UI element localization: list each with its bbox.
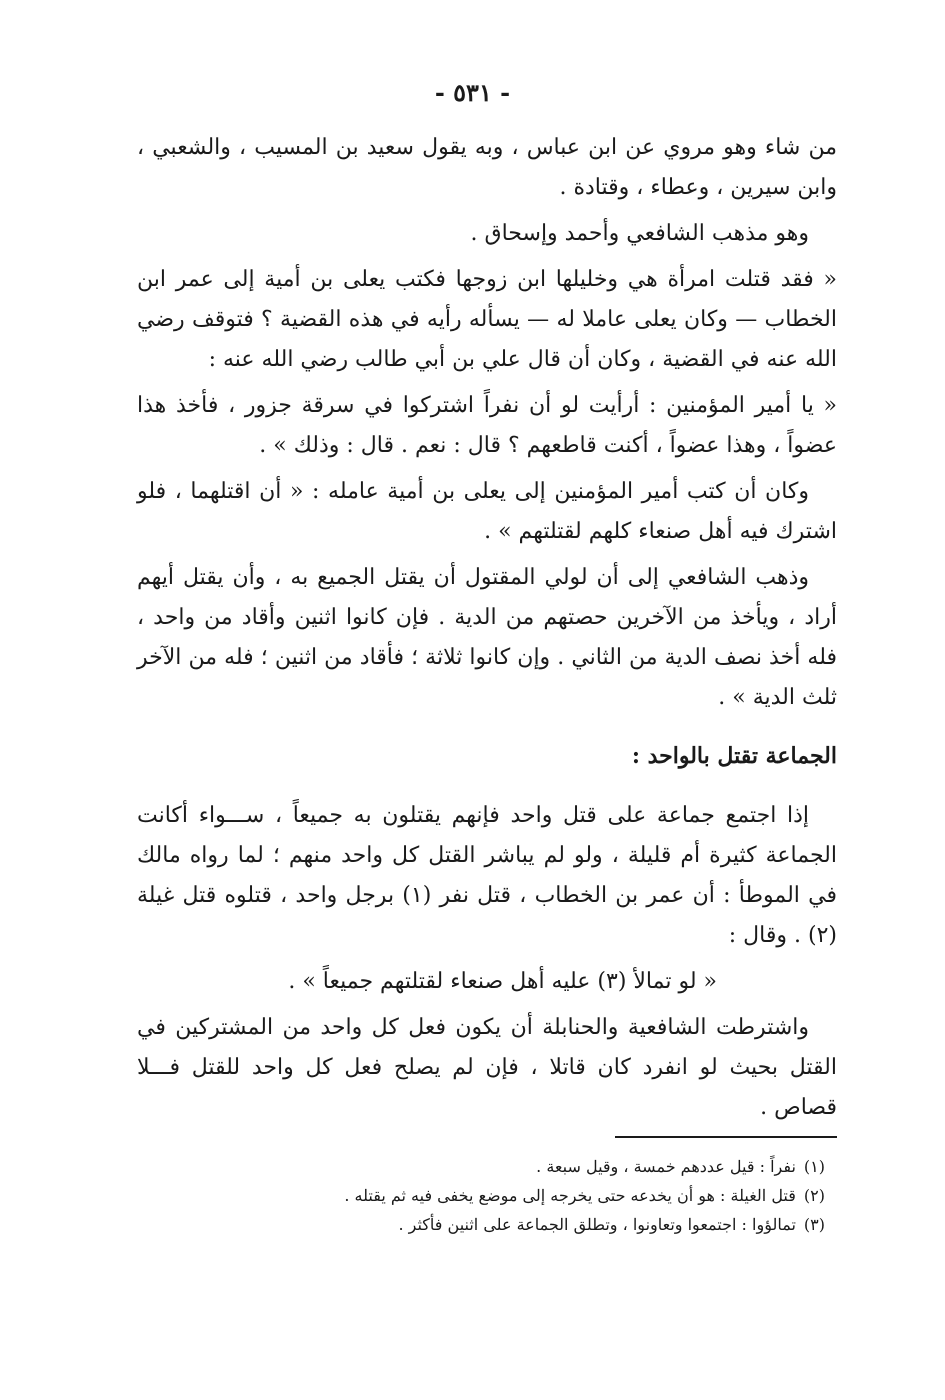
footnote-number: (٢) [803,1186,825,1205]
section-heading: الجماعة تقتل بالواحد : [631,743,837,769]
footnote-text: قتل الغيلة : هو أن يخدعه حتى يخرجه إلى موضع يخفى فيه ثم يقتله . [344,1186,796,1205]
paragraph-9: واشترطت الشافعية والحنابلة أن يكون فعل كل واحد من المشتركين في القتل بحيث لو انفرد كان قاتلا ، فإن لم يصلح فعل كل واحد للقتل فـــلا قصاص . [137,1015,837,1120]
footnote-number: (٣) [803,1215,825,1234]
paragraph-4: « يا أمير المؤمنين : أرأيت لو أن نفراً اشتركوا في سرقة جزور ، فأخذ هذا عضواً ، وهذا عضواً ، أكنت قاطعهم ؟ قال : نعم . قال : وذلك » . [137,393,837,458]
paragraph-7: إذا اجتمع جماعة على قتل واحد فإنهم يقتلون به جميعاً ، ســـواء أكانت الجماعة كثيرة أم قليلة ، ولو لم يباشر القتل كل واحد منهم ؛ لما رواه مالك في الموطأ : أن عمر بن الخطاب ، قتل نفر (١) برجل واحد ، قتلوه قتل غيلة (٢) . وقال : [137,803,837,948]
footnote-1 [135,1152,825,1181]
footnote-3 [135,1210,825,1239]
footnote-2 [135,1181,825,1210]
footnotes [135,1152,825,1239]
paragraph-3: « فقد قتلت امرأة هي وخليلها ابن زوجها فكتب يعلى بن أمية إلى عمر ابن الخطاب — وكان يعلى عاملا له — يسأله رأيه في هذه القضية ؟ فتوقف رضي الله عنه في القضية ، وكان أن قال علي بن أبي طالب رضي الله عنه : [137,267,837,372]
paragraph-5: وكان أن كتب أمير المؤمنين إلى يعلى بن أمية عامله : « أن اقتلهما ، فلو اشترك فيه أهل صنعاء كلهم لقتلتهم » . [137,479,837,544]
paragraph-8: « لو تمالأ (٣) عليه أهل صنعاء لقتلتهم جميعاً » . [288,969,717,994]
footnote-separator [615,1136,837,1138]
paragraph-6: وذهب الشافعي إلى أن لولي المقتول أن يقتل الجميع به ، وأن يقتل أيهم أراد ، ويأخذ من الآخرين حصتهم من الدية . فإن كانوا اثنين وأقاد من واحد ، فله أخذ نصف الدية من الثاني . وإن كانوا ثلاثة ؛ فأقاد من اثنين ؛ فله من الآخر ثلث الدية » . [137,565,837,710]
footnote-text: نفراً : قيل عددهم خمسة ، وقيل سبعة . [536,1157,796,1176]
footnote-number: (١) [803,1157,825,1176]
paragraph-2: وهو مذهب الشافعي وأحمد وإسحاق . [470,221,809,246]
paragraph-1: من شاء وهو مروي عن ابن عباس ، وبه يقول سعيد بن المسيب ، والشعبي ، وابن سيرين ، وعطاء ، وقتادة . [137,135,837,200]
page-number: - ٥٣١ - [434,78,511,107]
main-text [137,128,837,1134]
footnote-text: تمالؤوا : اجتمعوا وتعاونوا ، وتطلق الجماعة على اثنين فأكثر . [398,1215,796,1234]
